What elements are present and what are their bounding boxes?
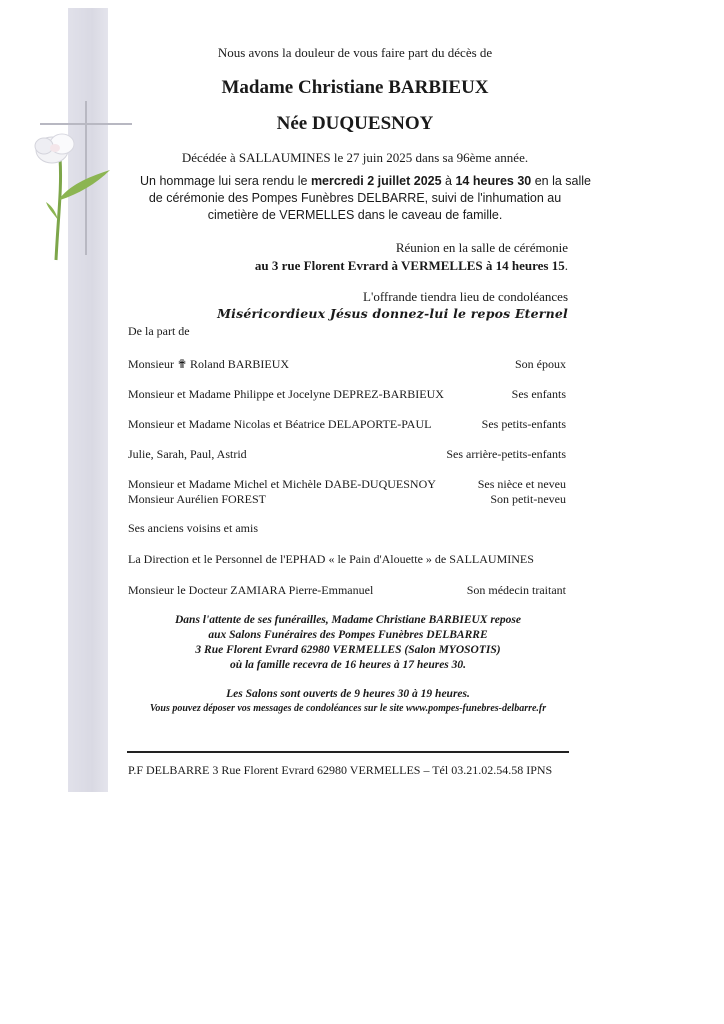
de-la-part-label: De la part de <box>128 324 190 338</box>
footer-divider <box>127 751 569 753</box>
notice-line-1: Dans l'attente de ses funérailles, Madame Christiane BARBIEUX repose <box>175 614 521 626</box>
decorative-side-band <box>68 8 108 792</box>
maiden-name: Née DUQUESNOY <box>276 113 434 134</box>
cross-horizontal-bar <box>40 123 132 125</box>
family-name: Monsieur Aurélien FOREST <box>128 492 266 506</box>
ceremony-date: mercredi 2 juillet 2025 <box>310 174 442 188</box>
family-name: Monsieur ✟ Roland BARBIEUX <box>128 357 290 371</box>
family-name: Monsieur et Madame Nicolas et Béatrice DELAPORTE-PAUL <box>128 417 432 431</box>
intro-text: Nous avons la douleur de vous faire part du décès de <box>217 45 493 60</box>
website-note: Vous pouvez déposer vos messages de condoléances sur le site www.pompes-funebres-delbarre.fr <box>149 703 547 714</box>
family-relation: Son petit-neveu <box>490 492 566 506</box>
salons-hours: Les Salons sont ouverts de 9 heures 30 à 19 heures. <box>226 688 470 700</box>
footer-address: P.F DELBARRE 3 Rue Florent Evrard 62980 VERMELLES – Tél 03.21.02.54.58 IPNS <box>128 763 553 777</box>
family-name: Monsieur et Madame Philippe et Jocelyne DEPREZ-BARBIEUX <box>128 387 444 401</box>
reunion-line-1: Réunion en la salle de cérémonie <box>395 240 568 255</box>
prayer-text: Miséricordieux Jésus donnez-lui le repos Eternel <box>217 306 568 321</box>
notice-line-4: où la famille recevra de 16 heures à 17 heures 30. <box>229 659 467 671</box>
family-name: Monsieur le Docteur ZAMIARA Pierre-Emmanuel <box>128 583 374 597</box>
family-relation: Son médecin traitant <box>466 583 566 597</box>
family-relation: Ses petits-enfants <box>481 417 566 431</box>
family-relation: Ses nièce et neveu <box>477 477 566 491</box>
family-relation: Ses enfants <box>511 387 566 401</box>
family-name: Ses anciens voisins et amis <box>128 521 258 535</box>
notice-line-3: 3 Rue Florent Evrard 62980 VERMELLES (Salon MYOSOTIS) <box>195 644 501 656</box>
death-info: Décédée à SALLAUMINES le 27 juin 2025 dans sa 96ème année. <box>181 150 529 165</box>
hommage-line-2: de cérémonie des Pompes Funèbres DELBARRE, suivi de l'inhumation au <box>148 191 562 205</box>
rose-icon <box>22 128 117 263</box>
notice-line-2: aux Salons Funéraires des Pompes Funèbres DELBARRE <box>208 629 488 641</box>
deceased-name: Madame Christiane BARBIEUX <box>221 77 489 98</box>
family-name: La Direction et le Personnel de l'EPHAD « le Pain d'Alouette » de SALLAUMINES <box>128 552 534 566</box>
family-relation: Ses arrière-petits-enfants <box>446 447 566 461</box>
reunion-line-2: au 3 rue Florent Evrard à VERMELLES à 14 heures 15. <box>254 258 568 273</box>
hommage-line-1: Un hommage lui sera rendu le mercredi 2 juillet 2025 à 14 heures 30 en la salle <box>140 174 591 188</box>
family-relation: Son époux <box>515 357 566 371</box>
family-name: Julie, Sarah, Paul, Astrid <box>128 447 247 461</box>
hommage-line-3: cimetière de VERMELLES dans le caveau de famille. <box>207 208 503 222</box>
offrande-text: L'offrande tiendra lieu de condoléances <box>363 289 568 304</box>
family-name: Monsieur et Madame Michel et Michèle DABE-DUQUESNOY <box>128 477 436 491</box>
ceremony-time: 14 heures 30 <box>455 174 532 188</box>
